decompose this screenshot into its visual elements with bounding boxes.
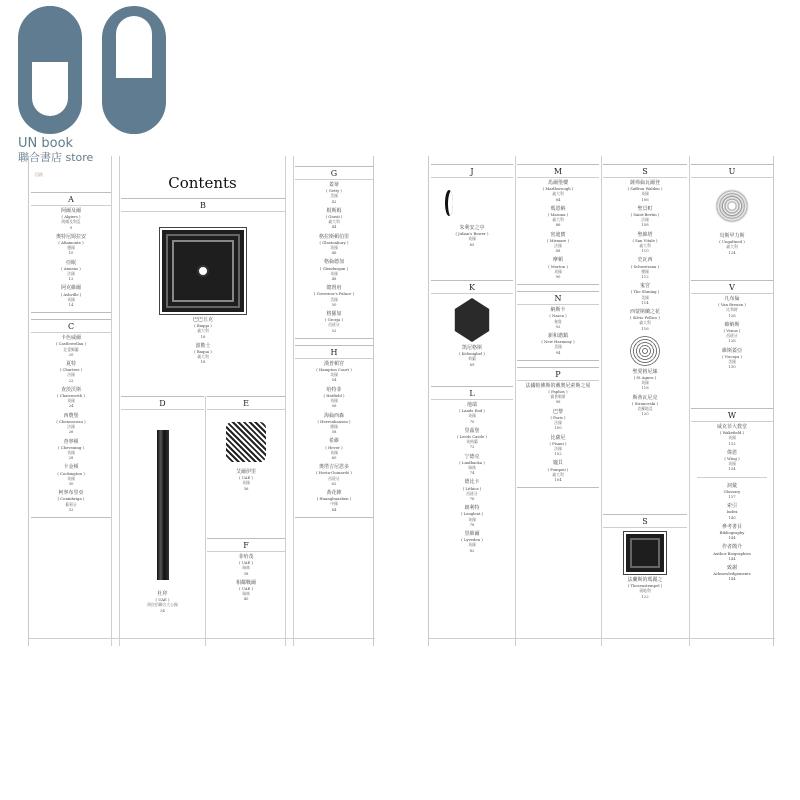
section-letter: H [295, 346, 373, 359]
hexagon-maze-illustration [452, 298, 492, 342]
back-matter-entry[interactable]: 詞彙 Glossary 137 [723, 482, 741, 500]
section-letter: F [207, 539, 285, 552]
toc-entry[interactable]: 法國帕佛斯的戴奧尼索斯之屋 ( Paphos ) 賽普勒斯 96 [525, 382, 591, 405]
toc-entry[interactable]: 凡布倫 ( Van Breuen ) 比利時 126 [718, 296, 746, 318]
toc-entry[interactable]: 奧塔吉尼恩多 ( Horta-Guinardó ) 西班牙 62 [316, 464, 352, 486]
toc-entry[interactable]: 斯蒂瓦尼克 ( Stranovski ) 克羅地亞 120 [632, 394, 658, 417]
toc-entry[interactable]: 偉恩 ( Wing ) 英國 134 [724, 449, 740, 472]
toc-entry[interactable]: 維斯蓋亞 ( Viscaya ) 美國 130 [721, 347, 742, 370]
labyrinth-illustration [160, 228, 246, 314]
column-g-h [295, 166, 373, 642]
page-label: 目次 [35, 172, 43, 177]
knot-pattern-illustration [226, 422, 266, 462]
section-s-second [603, 514, 687, 642]
toc-entry[interactable]: 巴巴丘克 ( Baqqa ) 義大利 16 [192, 317, 213, 339]
section-letter: C [31, 320, 111, 333]
toc-entry[interactable]: 格羅加 ( Groeja ) 西班牙 52 [324, 311, 344, 333]
toc-entry[interactable]: 希維 ( Hever ) 英國 60 [325, 438, 343, 460]
toc-entry[interactable]: 阿克維爾 ( Ashville ) 英國 14 [60, 285, 82, 308]
section-a [31, 192, 111, 313]
square-maze-illustration [624, 532, 666, 574]
toc-entry[interactable]: 漢普頓宮 ( Hampton Court ) 英國 54 [316, 360, 352, 383]
logo-line1: UN book [18, 136, 74, 151]
section-letter: W [691, 409, 773, 422]
toc-entry[interactable]: 史瓦西 ( Schwetzsau ) 德國 112 [630, 257, 660, 280]
toc-entry[interactable]: 宁德克 ( Lindbacka ) 瑞典 74 [459, 453, 485, 476]
section-d [121, 396, 204, 636]
section-letter: G [295, 167, 373, 180]
section-letter: S [603, 515, 687, 528]
section-p [517, 367, 599, 488]
toc-entry[interactable]: 比薩尼 ( Pisani ) 法國 102 [549, 434, 567, 457]
section-f [207, 538, 285, 642]
tower-illustration [157, 430, 169, 580]
column-a-c [31, 192, 111, 642]
toc-entry[interactable]: 格拉斯頓伯里 ( Glastonbury ) 英國 46 [318, 233, 349, 256]
section-letter: E [207, 397, 285, 410]
section-letter: S [603, 165, 687, 178]
toc-entry[interactable]: 總督府 ( Governor's Palace ) 美國 50 [313, 285, 355, 307]
toc-entry[interactable]: 聖貝町 ( Saint-Bertin ) 法國 108 [630, 205, 660, 228]
toc-entry[interactable]: 納斯卡 ( Nazca ) 秘魯 92 [549, 307, 567, 329]
contents-title: Contents [168, 174, 237, 192]
section-letter: K [431, 281, 513, 294]
column-m-n-p [517, 164, 599, 642]
toc-entry[interactable]: 蓋蒂 ( Getty ) 美國 42 [326, 182, 342, 204]
toc-entry[interactable]: 聖愛格尼絲 ( St Agnes ) 英國 118 [632, 368, 658, 391]
toc-entry[interactable]: 地端 ( Lands End ) 英國 70 [459, 402, 485, 424]
toc-entry[interactable]: 馬爾堡樓 ( Marlborough ) 義大利 84 [542, 180, 574, 202]
toc-entry[interactable]: 德比卡 ( Lithica ) 西班牙 76 [462, 479, 482, 502]
section-m [517, 164, 599, 285]
toc-entry[interactable]: 摩頓 ( Morton ) 英國 90 [548, 257, 568, 280]
toc-entry[interactable]: 瑪恩納 ( Masona ) 義大利 86 [547, 205, 569, 228]
round-maze-illustration [708, 182, 756, 230]
section-letter: A [31, 193, 111, 206]
toc-entry[interactable]: 朗利特 ( Longleat ) 英國 78 [460, 505, 484, 527]
section-c [31, 319, 111, 518]
toc-entry[interactable]: 維納斯 ( Venus ) 西班牙 128 [723, 321, 741, 344]
toc-entry[interactable]: 薩弗倫瓦爾登 ( Saffron Walden ) 英國 106 [627, 180, 663, 202]
toc-entry[interactable]: 巴黎 ( Paris ) 法國 100 [550, 408, 566, 431]
toc-entry[interactable]: 菲哈茂 ( UAE ) 瑞典 38 [238, 554, 254, 576]
contents-page-left [28, 156, 374, 646]
toc-entry[interactable]: 凯尼格斯 ( Kelenighel ) 荷蘭 69 [459, 345, 485, 367]
toc-entry[interactable]: 奧特尼姆拉安 ( Altamonte ) 德國 10 [55, 233, 86, 256]
toc-entry[interactable]: 波勒士 ( Baqua ) 義大利 18 [194, 342, 212, 365]
toc-entry[interactable]: 里維爾 ( Lyveden ) 英國 82 [461, 531, 483, 553]
section-h [295, 345, 373, 518]
back-matter-entry[interactable]: 致謝 Acknowledgements 144 [713, 565, 751, 582]
store-logo [14, 6, 164, 166]
toc-entry[interactable]: 鬼宮 ( The Shining ) 美國 114 [630, 283, 660, 305]
toc-entry[interactable]: 根斯姆 ( Giusti ) 義大利 44 [325, 207, 343, 230]
toc-entry[interactable]: 烏斯甲力斯 ( Ungaltned ) 義大利 124 [719, 233, 745, 255]
toc-entry[interactable]: 艾爾伊里 ( UAE ) 英國 36 [235, 469, 256, 491]
toc-entry[interactable]: 法蘭斯的瑪麗之 ( Theseustempel ) 奧地利 122 [627, 577, 663, 599]
toc-entry[interactable]: 西農堡 ( Chenonceau ) 法國 26 [56, 412, 86, 435]
logo-letter-u [18, 6, 82, 134]
toc-entry[interactable]: 黃花陣 ( Huanghuazhen ) 中國 64 [316, 489, 352, 512]
back-matter-entry[interactable]: 索引 Index 140 [726, 503, 738, 520]
section-letter: U [691, 165, 773, 178]
toc-entry[interactable]: 亞眠 ( Amiens ) 法國 12 [61, 259, 81, 282]
toc-entry[interactable]: 杜拜 ( UAE ) 阿拉伯聯合大公國 34 [147, 591, 178, 613]
section-letter: B [121, 199, 285, 212]
section-w [691, 408, 773, 642]
section-letter: D [121, 397, 204, 410]
crescent-illustration [445, 190, 453, 216]
section-letter: P [517, 368, 599, 381]
back-matter-entry[interactable]: 參考書目 Bibliography 144 [719, 523, 745, 541]
section-letter: L [431, 387, 513, 400]
toc-entry[interactable]: 里茲堡 ( Leeds Castle ) 英格蘭 72 [456, 427, 488, 450]
section-letter: J [431, 165, 513, 178]
logo-line2: 聯合書店 store [18, 151, 94, 164]
back-matter-entry[interactable]: 作者簡介 Author Biographies 144 [713, 544, 751, 561]
section-letter: M [517, 165, 599, 178]
toc-entry[interactable]: 西蒙斯蘭之花 ( Silvio Pellico ) 義大利 116 [629, 309, 660, 331]
section-l [431, 386, 513, 642]
toc-entry[interactable]: 夏特 ( Chartres ) 法國 22 [59, 361, 83, 383]
section-letter: N [517, 292, 599, 305]
toc-entry[interactable]: 柯寧布里亞 ( Coninbriga ) 葡萄牙 32 [57, 490, 85, 512]
contents-page-right [428, 156, 774, 646]
toc-entry[interactable]: 密迪寶 ( Mirmare ) 法國 88 [546, 231, 570, 254]
toc-entry[interactable]: 威克菲大教堂 ( Wakefield ) 英國 132 [716, 424, 747, 446]
toc-entry[interactable]: 查茨沃斯 ( Chatsworth ) 英國 24 [57, 386, 85, 409]
toc-entry[interactable]: 相鄰戰爾 ( UAE ) 瑞典 40 [235, 579, 256, 602]
section-letter: V [691, 281, 773, 294]
toc-entry[interactable]: 新和諧鎮 ( New Harmony ) 美國 94 [541, 333, 575, 355]
toc-entry[interactable]: 朱利安之亭 ( Julian's Bower ) 英國 65 [455, 225, 489, 247]
section-g [295, 166, 373, 339]
toc-entry[interactable]: 阿爾及爾 ( Algiers ) 阿爾及利亞 9 [60, 208, 81, 230]
circular-maze-illustration [630, 336, 660, 366]
toc-entry[interactable]: 哈特菲 ( Hatfield ) 英國 56 [323, 386, 345, 409]
toc-entry[interactable]: 聖維塔 ( San Vitale ) 義大利 110 [632, 231, 658, 254]
section-n [517, 291, 599, 361]
toc-entry[interactable]: 格倫德加 ( Glendurgan ) 英國 48 [319, 259, 349, 282]
toc-entry[interactable]: 龐貝 ( Pompeii ) 義大利 104 [547, 460, 569, 482]
logo-letter-n [102, 6, 166, 134]
toc-entry[interactable]: 查寧頓 ( Chevening ) 英國 28 [58, 438, 84, 461]
toc-entry[interactable]: 海倫西森 ( Herrenhausen ) 德國 58 [317, 412, 351, 435]
toc-entry[interactable]: 卡色威爾 ( Castlewellan ) 北愛爾蘭 20 [55, 335, 87, 357]
toc-entry[interactable]: 卡金頓 ( Cockington ) 英國 30 [57, 464, 85, 486]
